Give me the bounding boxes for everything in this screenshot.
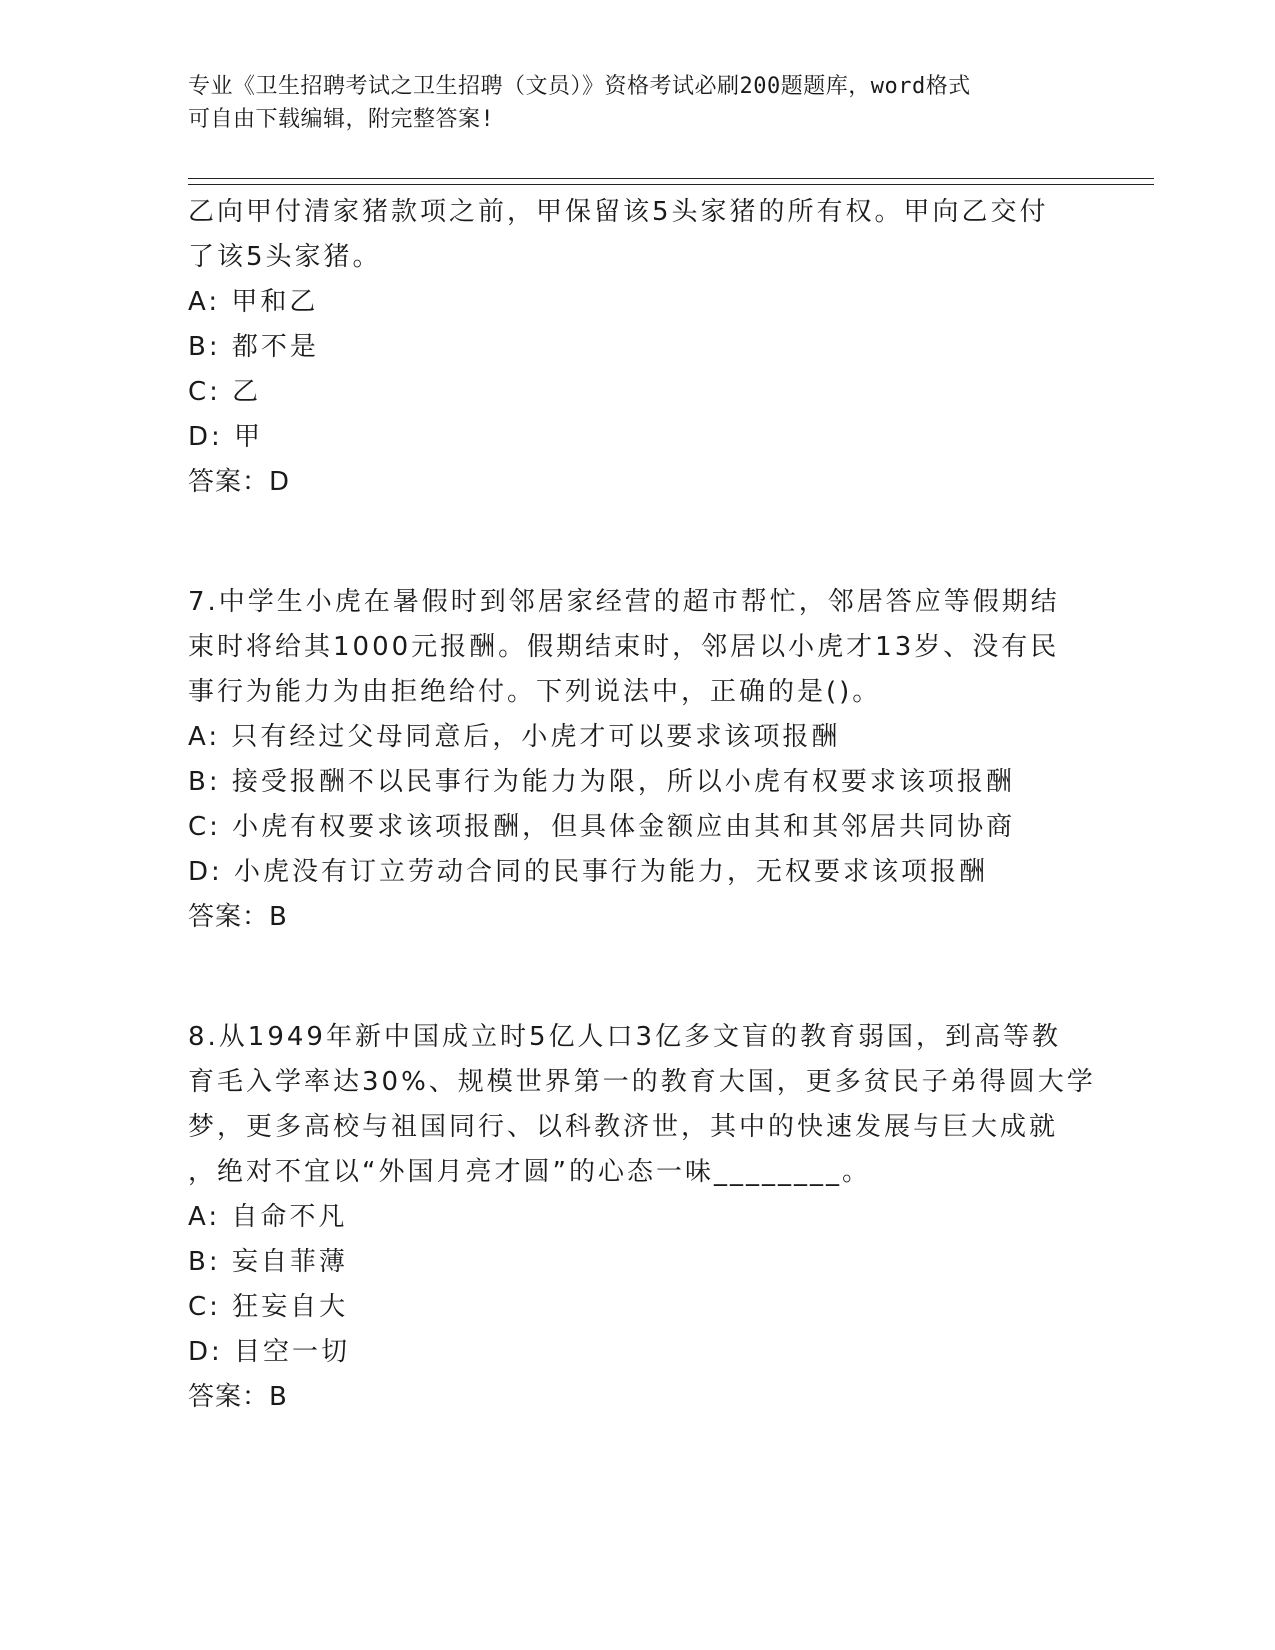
option-a: A: 只有经过父母同意后，小虎才可以要求该项报酬	[188, 722, 841, 752]
question-stem-line: ，绝对不宜以“外国月亮才圆”的心态一味________。	[188, 1157, 871, 1187]
question-stem-line: 梦，更多高校与祖国同行、以科教济世，其中的快速发展与巨大成就	[188, 1112, 1059, 1142]
option-a: A: 自命不凡	[188, 1202, 348, 1232]
option-d: D: 甲	[188, 422, 264, 452]
question-stem-line: 8.从1949年新中国成立时5亿人口3亿多文盲的教育弱国，到高等教	[188, 1022, 1062, 1052]
header-title-line-2: 可自由下载编辑，附完整答案!	[188, 107, 495, 132]
question-stem-line: 育毛入学率达30%、规模世界第一的教育大国，更多贫民子弟得圆大学	[188, 1067, 1096, 1097]
option-c: C: 小虎有权要求该项报酬，但具体金额应由其和其邻居共同协商	[188, 812, 1016, 842]
answer-line: 答案：D	[188, 467, 291, 497]
question-8	[188, 1015, 1096, 1420]
option-a: A: 甲和乙	[188, 287, 319, 317]
question-6	[188, 190, 1088, 505]
option-d: D: 小虎没有订立劳动合同的民事行为能力，无权要求该项报酬	[188, 857, 989, 887]
question-7	[188, 580, 1088, 940]
question-list	[188, 190, 1096, 1420]
option-b: B: 妄自菲薄	[188, 1247, 348, 1277]
header-divider-top	[188, 178, 1154, 179]
question-stem-line: 了该5头家猪。	[188, 242, 382, 272]
answer-line: 答案：B	[188, 902, 288, 932]
answer-line: 答案：B	[188, 1382, 288, 1412]
question-spacer	[188, 505, 1088, 580]
header-title-line-1: 专业《卫生招聘考试之卫生招聘（文员）》资格考试必刷200题题库，word格式	[188, 74, 971, 99]
question-stem-line: 事行为能力为由拒绝给付。下列说法中，正确的是()。	[188, 677, 882, 707]
question-stem-line: 束时将给其1000元报酬。假期结束时，邻居以小虎才13岁、没有民	[188, 632, 1060, 662]
option-b: B: 都不是	[188, 332, 319, 362]
question-stem-line: 乙向甲付清家猪款项之前，甲保留该5头家猪的所有权。甲向乙交付	[188, 197, 1049, 227]
option-d: D: 目空一切	[188, 1337, 351, 1367]
option-c: C: 狂妄自大	[188, 1292, 349, 1322]
option-b: B: 接受报酬不以民事行为能力为限，所以小虎有权要求该项报酬	[188, 767, 1015, 797]
question-stem-line: 7.中学生小虎在暑假时到邻居家经营的超市帮忙，邻居答应等假期结	[188, 587, 1060, 617]
document-header	[188, 70, 1068, 136]
option-c: C: 乙	[188, 377, 262, 407]
question-spacer	[188, 940, 1088, 1015]
header-divider-bottom	[188, 184, 1154, 185]
